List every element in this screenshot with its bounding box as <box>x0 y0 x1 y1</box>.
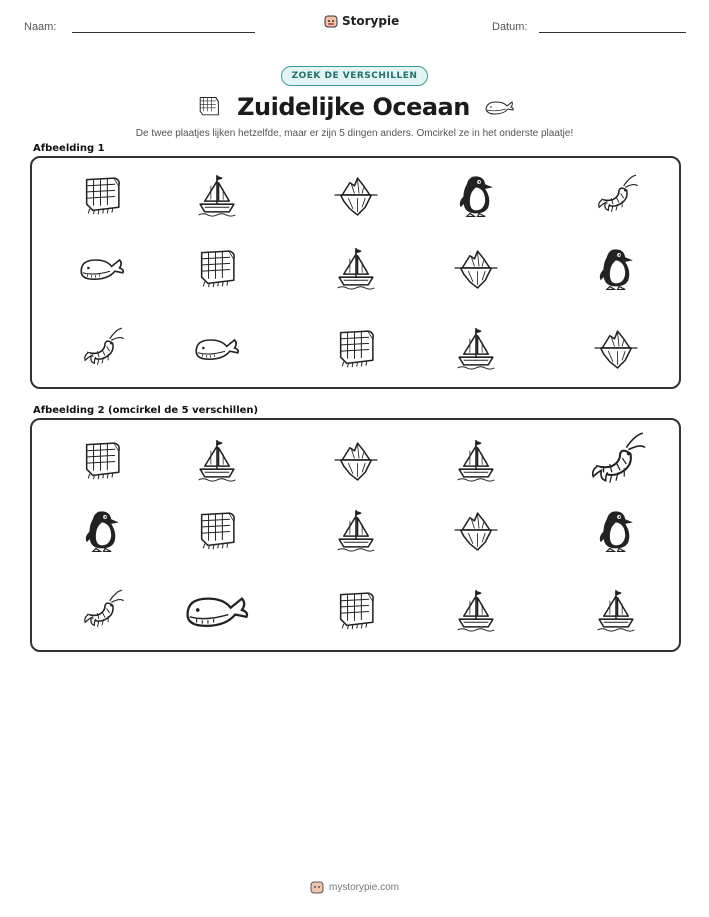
shrimp-icon[interactable] <box>585 429 647 491</box>
sailboat-icon <box>453 325 499 371</box>
iceberg-icon <box>333 172 379 218</box>
blanket-icon[interactable] <box>79 437 125 483</box>
name-line[interactable] <box>72 32 255 33</box>
blanket-icon <box>79 172 125 218</box>
footer-url: mystorypie.com <box>328 881 399 893</box>
sailboat-icon[interactable] <box>453 437 499 483</box>
sailboat-icon[interactable] <box>593 587 639 633</box>
storypie-bear-icon <box>324 14 338 28</box>
picture2-label: Afbeelding 2 (omcirkel de 5 verschillen) <box>33 405 259 416</box>
activity-badge: ZOEK DE VERSCHILLEN <box>281 66 429 86</box>
iceberg-icon[interactable] <box>453 507 499 553</box>
penguin-icon <box>453 172 499 218</box>
brand-logo <box>324 14 399 28</box>
date-label: Datum: <box>492 21 528 33</box>
sailboat-icon[interactable] <box>333 507 379 553</box>
whale-icon <box>484 97 516 117</box>
footer <box>310 880 399 894</box>
blanket-icon <box>194 245 240 291</box>
whale-icon <box>78 252 126 284</box>
shrimp-icon <box>79 325 125 371</box>
instructions: De twee plaatjes lijken hetzelfde, maar er zijn 5 dingen anders. Omcirkel ze in het onderste plaatje! <box>135 128 574 139</box>
shrimp-icon[interactable] <box>79 587 125 633</box>
brand-name: Storypie <box>342 14 400 28</box>
date-line[interactable] <box>539 32 686 33</box>
blanket-icon[interactable] <box>194 507 240 553</box>
blanket-icon <box>193 94 223 120</box>
sailboat-icon[interactable] <box>194 437 240 483</box>
sailboat-icon <box>333 245 379 291</box>
whale-icon <box>193 332 241 364</box>
sailboat-icon[interactable] <box>453 587 499 633</box>
blanket-icon <box>333 325 379 371</box>
whale-icon[interactable] <box>183 587 251 633</box>
blanket-icon[interactable] <box>333 587 379 633</box>
iceberg-icon[interactable] <box>333 437 379 483</box>
storypie-bear-icon <box>310 880 324 894</box>
page-title: Zuidelijke Oceaan <box>237 93 470 121</box>
picture1-label: Afbeelding 1 <box>33 143 105 154</box>
penguin-icon[interactable] <box>593 507 639 553</box>
shrimp-icon <box>593 172 639 218</box>
iceberg-icon <box>593 325 639 371</box>
sailboat-icon <box>194 172 240 218</box>
iceberg-icon <box>453 245 499 291</box>
name-label: Naam: <box>24 21 57 33</box>
penguin-icon[interactable] <box>79 507 125 553</box>
penguin-icon <box>593 245 639 291</box>
